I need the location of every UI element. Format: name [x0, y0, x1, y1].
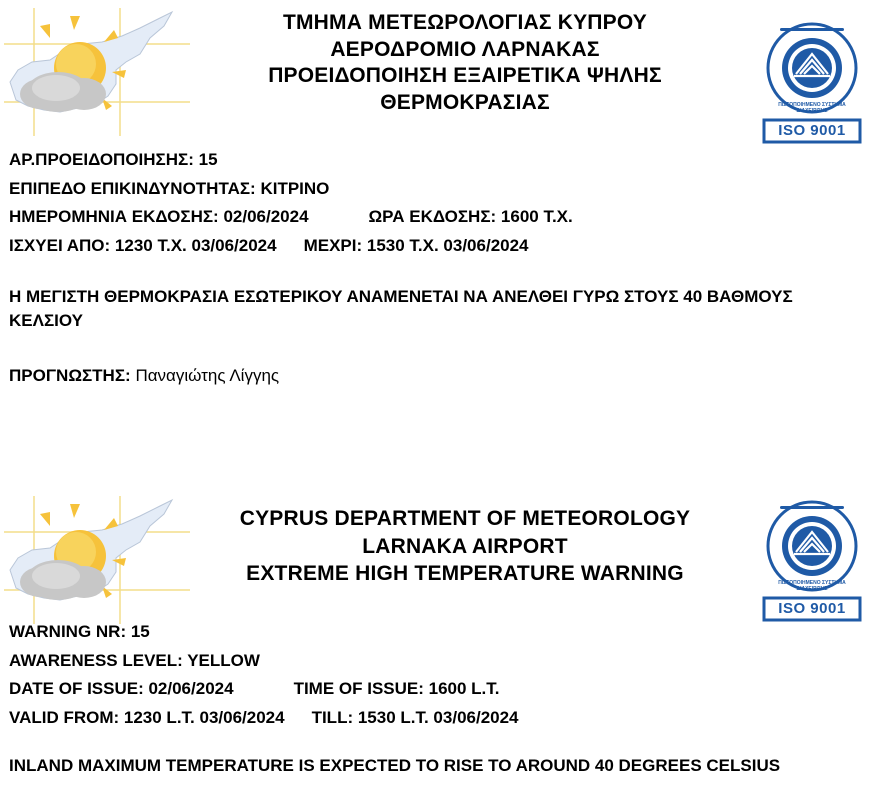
greek-fields	[9, 146, 573, 260]
greek-forecaster	[9, 364, 279, 388]
iso-9001-badge-icon	[758, 18, 866, 144]
english-valid-till: TILL: 1530 L.T. 03/06/2024	[311, 707, 519, 727]
forecaster-label: ΠΡΟΓΝΩΣΤΗΣ:	[9, 366, 131, 385]
english-issue-row	[9, 675, 519, 704]
greek-title-line-4: ΘΕΡΜΟΚΡΑΣΙΑΣ	[380, 90, 550, 114]
english-warning-nr: WARNING NR: 15	[9, 622, 150, 641]
greek-title	[190, 10, 740, 116]
english-warning-message: INLAND MAXIMUM TEMPERATURE IS EXPECTED TO RISE TO AROUND 40 DEGREES CELSIUS	[9, 756, 781, 775]
iso-label: ISO 9001	[778, 600, 846, 617]
greek-issue-row	[9, 203, 573, 232]
english-fields	[9, 618, 519, 732]
cyprus-weather-logo-icon	[4, 496, 190, 626]
greek-date-of-issue: ΗΜΕΡΟΜΗΝΙΑ ΕΚΔΟΣΗΣ: 02/06/2024	[9, 207, 309, 226]
iso-label: ISO 9001	[778, 122, 846, 139]
greek-warning-message: Η ΜΕΓΙΣΤΗ ΘΕΡΜΟΚΡΑΣΙΑ ΕΣΩΤΕΡΙΚΟΥ ΑΝΑΜΕΝΕΤΑΙ ΝΑ ΑΝΕΛΘΕΙ ΓΥΡΩ ΣΤΟΥΣ 40 ΒΑΘΜΟΥΣ ΚΕΛΣΙΟΥ	[9, 287, 793, 330]
greek-title-line-1: ΤΜΗΜΑ ΜΕΤΕΩΡΟΛΟΓΙΑΣ ΚΥΠΡΟΥ	[282, 11, 648, 34]
greek-title-line-2: ΑΕΡΟΔΡΟΜΙΟ ΛΑΡΝΑΚΑΣ	[330, 37, 600, 61]
cyprus-weather-logo-icon	[4, 8, 190, 138]
forecaster-name: Παναγιώτης Λίγγης	[135, 366, 280, 385]
iso-ring-text: ΠΙΣΤΟΠΟΙΗΜΕΝΟ ΣΥΣΤΗΜΑ ΔΙΑΧΕΙΡΙΣΗΣ	[778, 102, 846, 114]
english-title-line-3: EXTREME HIGH TEMPERATURE WARNING	[246, 562, 684, 585]
iso-ring-text: ΠΙΣΤΟΠΟΙΗΜΕΝΟ ΣΥΣΤΗΜΑ ΔΙΑΧΕΙΡΙΣΗΣ	[778, 580, 846, 592]
english-section	[0, 490, 872, 812]
english-awareness-level: AWARENESS LEVEL: YELLOW	[9, 650, 260, 670]
greek-time-of-issue: ΩΡΑ ΕΚΔΟΣΗΣ: 1600 Τ.Χ.	[368, 207, 573, 226]
english-title-line-1: CYPRUS DEPARTMENT OF METEOROLOGY	[239, 507, 691, 530]
greek-valid-till: ΜΕΧΡΙ: 1530 Τ.Χ. 03/06/2024	[303, 235, 529, 255]
english-title-line-2: LARNAKA AIRPORT	[362, 534, 568, 558]
english-time-of-issue: TIME OF ISSUE: 1600 L.T.	[293, 679, 500, 698]
english-valid-row	[9, 704, 519, 733]
english-title	[190, 505, 740, 588]
english-valid-from: VALID FROM: 1230 L.T. 03/06/2024	[9, 707, 285, 727]
english-date-of-issue: DATE OF ISSUE: 02/06/2024	[9, 679, 234, 698]
greek-title-line-3: ΠΡΟΕΙΔΟΠΟΙΗΣΗ ΕΞΑΙΡΕΤΙΚΑ ΨΗΛΗΣ	[268, 64, 662, 87]
greek-warning-nr: ΑΡ.ΠΡΟΕΙΔΟΠΟΙΗΣΗΣ: 15	[9, 150, 218, 169]
greek-valid-row	[9, 232, 573, 261]
greek-valid-from: ΙΣΧΥΕΙ ΑΠΟ: 1230 Τ.Χ. 03/06/2024	[9, 235, 277, 255]
iso-9001-badge-icon	[758, 496, 866, 622]
greek-awareness-level: ΕΠΙΠΕΔΟ ΕΠΙΚΙΝΔΥΝΟΤΗΤΑΣ: ΚΙΤΡΙΝΟ	[9, 178, 330, 198]
